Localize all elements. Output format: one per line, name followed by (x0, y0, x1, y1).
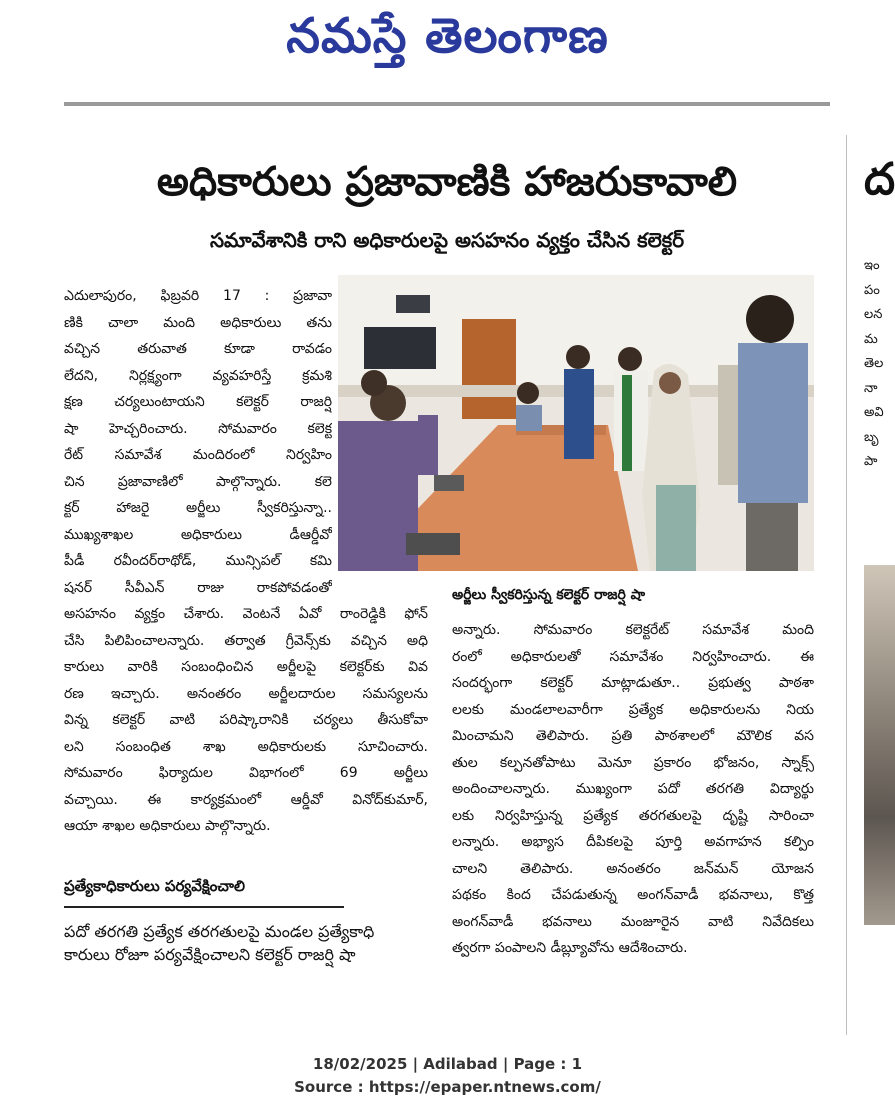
column-divider (846, 135, 847, 1035)
adjacent-text-line: బృ (864, 429, 879, 445)
page-footer (0, 1053, 895, 1099)
article-text-line: కారులు వారికి సంబంధించిన అర్జీలపై కలెక్టర్‌కు వివ (64, 659, 428, 675)
newspaper-logo: నమస్తే తెలంగాణ (286, 8, 609, 64)
article-text-line: లలకు మండలాలవారీగా ప్రత్యేక అధికారులను నియ (452, 701, 814, 718)
article-text-line: ణికి చాలా మంది అధికారులు తను (64, 314, 332, 331)
article-column-a-continued (64, 922, 428, 968)
adjacent-headline-fragment: ద (864, 154, 895, 205)
masthead (0, 0, 895, 80)
adjacent-text-line: ఇం (864, 258, 880, 273)
article-subheadline: సమావేశానికి రాని అధికారులపై అసహనం వ్యక్తం చేసిన కలెక్టర్ (209, 228, 685, 252)
article-text-line: అంగన్‌వాడీ భవనాలు మంజూరైన వాటి నివేదికలు (452, 913, 814, 930)
article-text-line: అసహనం వ్యక్తం చేశారు. వెంటనే ఏవో రాంరెడ్డికి ఫోన్ (64, 606, 428, 622)
article-text-line: మించామని తెలిపారు. ప్రతి పాఠశాలలో మౌలిక వస (452, 728, 814, 744)
article-text-line: పదో తరగతి ప్రత్యేక తరగతులపై మండల ప్రత్యేకాధి (64, 922, 375, 941)
article-text-line: పథకం కింద చేపడుతున్న అంగన్‌వాడీ భవనాలు, కొత్త (452, 887, 814, 903)
section-heading: ప్రత్యేకాధికారులు పర్యవేక్షించాలి (64, 877, 245, 895)
article-text-line: లని సంబంధిత శాఖ అధికారులకు సూచించారు. (64, 738, 428, 755)
article-text-line: పీడీ రవీందర్‌రాథోడ్, మున్సిపల్ కమి (64, 553, 332, 569)
adjacent-article-fragment (864, 150, 895, 940)
article-text-line: లన్నారు. అభ్యాస దీపికలపై పూర్తి అవగాహన కల్పిం (452, 834, 814, 850)
article-text-line: త్వరగా పంపాలని డీబ్ల్యూవోను ఆదేశించారు. (452, 940, 688, 956)
article-text-line: తుల కల్పనతోపాటు మెనూ ప్రకారం భోజనం, స్నాక్స్ (452, 754, 814, 771)
adjacent-text-line: లన (864, 307, 883, 322)
adjacent-text-line: అవి (864, 405, 884, 420)
article-text-line: అన్నారు. సోమవారం కలెక్టరేట్ సమావేశ మంది (452, 622, 814, 638)
article-text-line: ఆయా శాఖల అధికారులు పాల్గొన్నారు. (64, 818, 271, 834)
article-text-line: కారులు రోజూ పర్యవేక్షించాలని కలెక్టర్ రాజర్షి షా (64, 945, 356, 964)
adjacent-text-line: పా (864, 454, 878, 469)
article-text-line: రేట్ సమావేశ మందిరంలో నిర్వహిం (64, 447, 332, 463)
article-text-line: వచ్చాయి. ఈ కార్యక్రమంలో ఆర్డీవో వినోద్‌కుమార్, (64, 791, 428, 808)
article-text-line: చాలని తెలిపారు. అనంతరం జన్‌మన్ యోజన (452, 860, 814, 877)
collector-meeting-photo (338, 275, 814, 571)
article-text-line: వచ్చిన తరువాత కూడా రావడం (64, 341, 332, 357)
article-text-line: ఎదులాపురం, ఫిబ్రవరి 17 : ప్రజావా (64, 288, 332, 304)
footer-edition-info: 18/02/2025 | Adilabad | Page : 1 (312, 1055, 583, 1073)
section-heading-underline (64, 906, 344, 908)
article-text-line: చేసి పిలిపించాలన్నారు. తర్వాత గ్రీవెన్స్‌కు వచ్చిన అధి (64, 632, 428, 649)
adjacent-text-line: మ (864, 331, 878, 347)
article-text-line: రణ ఇచ్చారు. అనంతరం అర్జీలదారుల సమస్యలను (64, 685, 428, 702)
article-text-line: విన్న కలెక్టర్ వాటి పరిష్కారానికి చర్యలు తీసుకోవా (64, 712, 428, 728)
article-text-line: లేదని, నిర్లక్ష్యంగా వ్యవహరిస్తే క్రమశి (64, 367, 332, 384)
article-text-line: అందించాలన్నారు. ముఖ్యంగా పదో తరగతి విద్యార్థు (452, 781, 814, 797)
article-text-line: షా హెచ్చరించారు. సోమవారం కలెక్ట (64, 420, 332, 437)
article-text-line: సందర్భంగా కలెక్టర్ మాట్లాడుతూ.. ప్రభుత్వ పాఠశా (452, 675, 814, 691)
article-text-line: చిన ప్రజావాణిలో పాల్గొన్నారు. కలె (64, 473, 332, 490)
article-text-line: లకు నిర్వహిస్తున్న ప్రత్యేక తరగతులపై దృష్టి సారించా (452, 807, 814, 824)
article-text-line: క్టర్ హాజరై అర్జీలు స్వీకరిస్తున్నా.. (64, 500, 332, 516)
adjacent-text-line: పం (864, 282, 880, 298)
article-text-line: షనర్ సీవీఎన్ రాజు రాకపోవడంతో (64, 579, 332, 596)
adjacent-text-line: నా (864, 380, 878, 396)
article-text-line: రంలో అధికారులతో సమావేశం నిర్వహించారు. ఈ (452, 648, 814, 665)
article-text-line: క్షణ చర్యలుంటాయని కలెక్టర్ రాజర్షి (64, 394, 332, 410)
photo-caption: అర్జీలు స్వీకరిస్తున్న కలెక్టర్ రాజర్షి షా (452, 587, 646, 603)
article-column-b (452, 617, 814, 962)
adjacent-text-line: తెల (864, 356, 884, 371)
article-headline: అధికారులు ప్రజావాణికి హాజరుకావాలి (156, 159, 738, 205)
masthead-divider (64, 102, 830, 106)
article-text-line: సోమవారం ఫిర్యాదుల విభాగంలో 69 అర్జీలు (64, 765, 428, 781)
adjacent-photo (864, 565, 895, 925)
article-text-line: ముఖ్యశాఖల అధికారులు డీఆర్డీవో (64, 526, 332, 543)
footer-source: Source : https://epaper.ntnews.com/ (294, 1078, 601, 1096)
article-photo (338, 275, 814, 571)
